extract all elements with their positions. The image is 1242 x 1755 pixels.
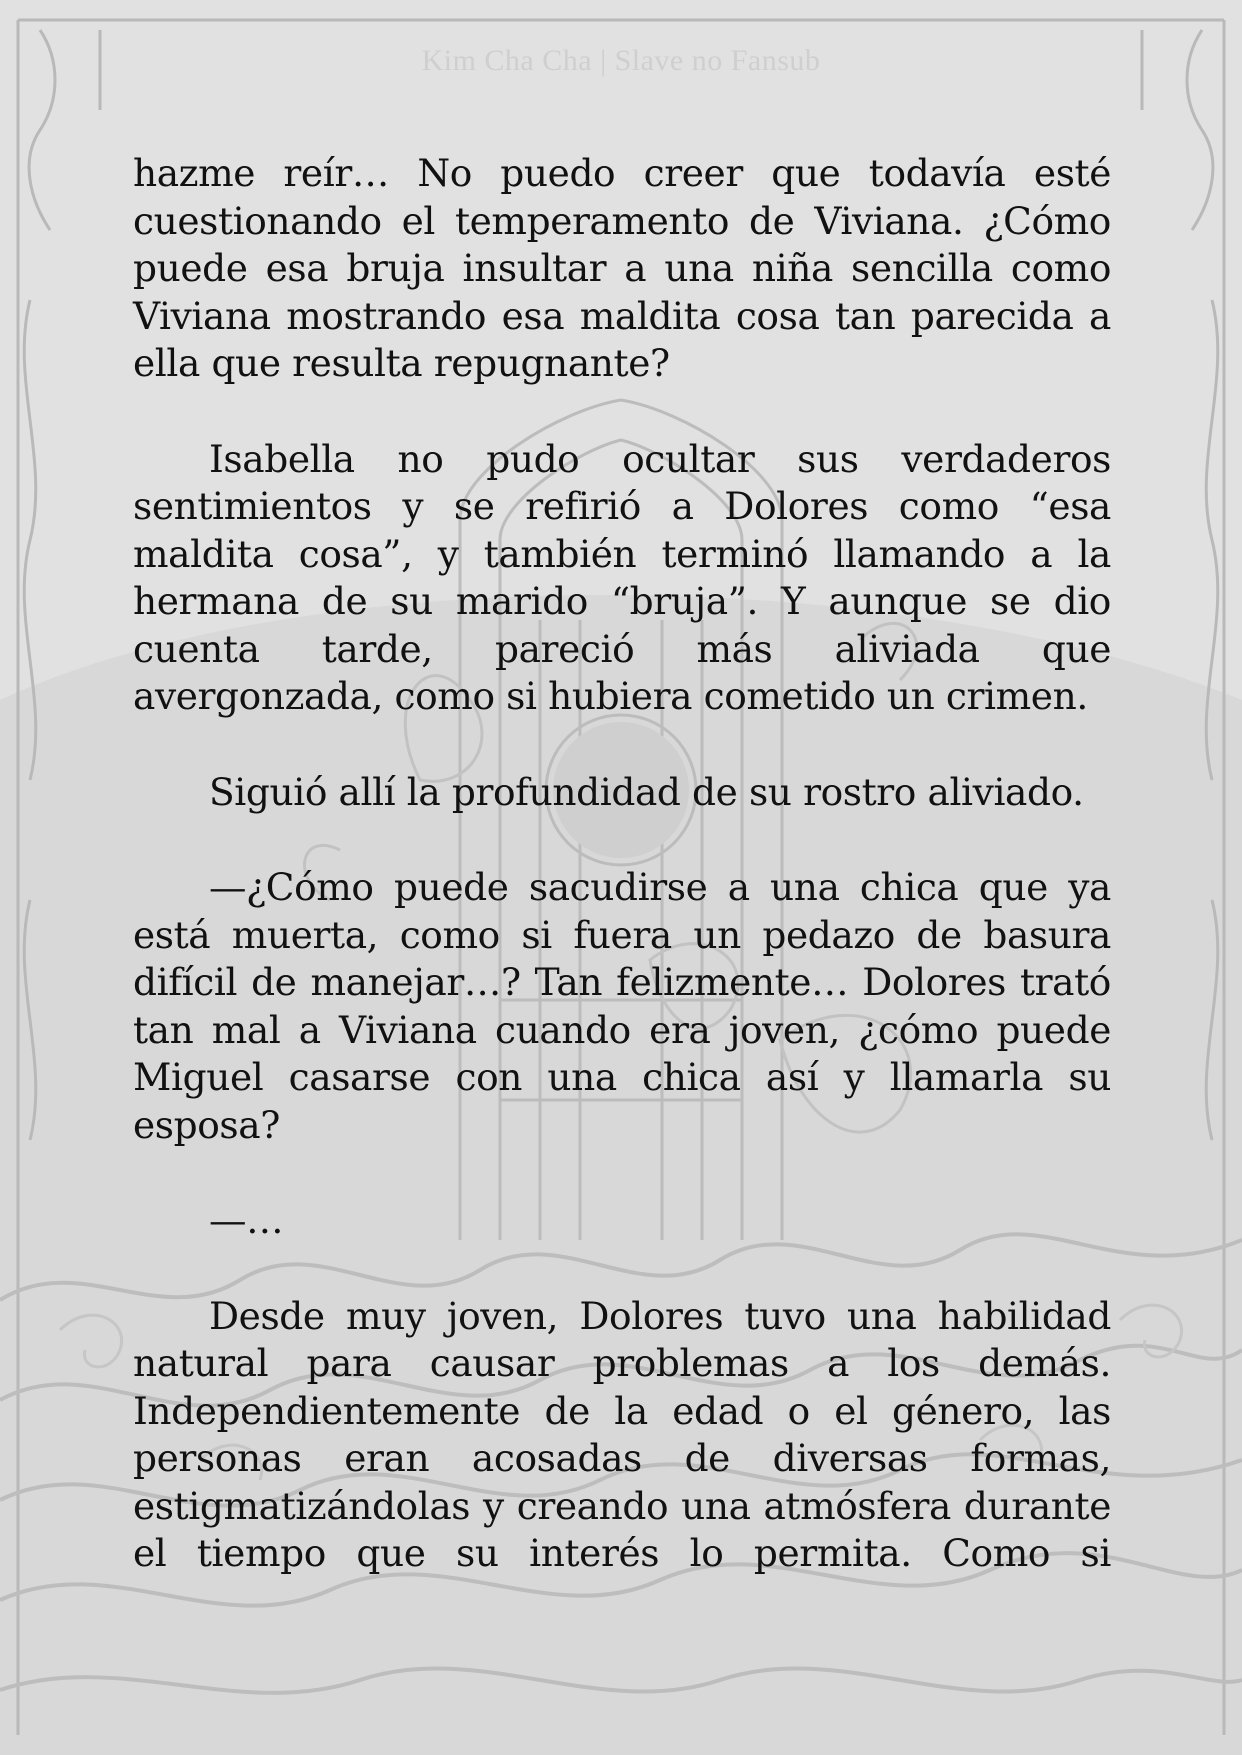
document-body: [133, 150, 1111, 1578]
header-watermark: Kim Cha Cha | Slave no Fansub: [421, 44, 821, 77]
paragraph: —…: [209, 1198, 284, 1242]
paragraph: Isabella no pudo ocultar sus verdaderos sentimientos y se refirió a Dolores como “esa maldita cosa”, y también terminó llamando a la hermana de su marido “bruja”. Y aunque se dio cuenta tarde, pareció más aliviada que avergonzada, como si hubiera cometido un crimen.: [133, 436, 1111, 718]
paragraph: hazme reír… No puedo creer que todavía esté cuestionando el temperamento de Viviana. ¿Cómo puede esa bruja insultar a una niña sencilla como Viviana mostrando esa maldita cosa tan parecida a ella que resulta repugnante?: [133, 151, 1111, 385]
paragraph: Desde muy joven, Dolores tuvo una habilidad natural para causar problemas a los demás. Independientemente de la edad o el género, las personas eran acosadas de diversas formas, estigmatizándolas y creando una atmósfera durante el tiempo que su interés lo permita. Como si: [133, 1293, 1111, 1575]
paragraph: —¿Cómo puede sacudirse a una chica que ya está muerta, como si fuera un pedazo de basura difícil de manejar…? Tan felizmente… Dolores trató tan mal a Viviana cuando era joven, ¿cómo puede Miguel casarse con una chica así y llamarla su esposa?: [133, 865, 1111, 1147]
paragraph: Siguió allí la profundidad de su rostro aliviado.: [209, 769, 1084, 814]
